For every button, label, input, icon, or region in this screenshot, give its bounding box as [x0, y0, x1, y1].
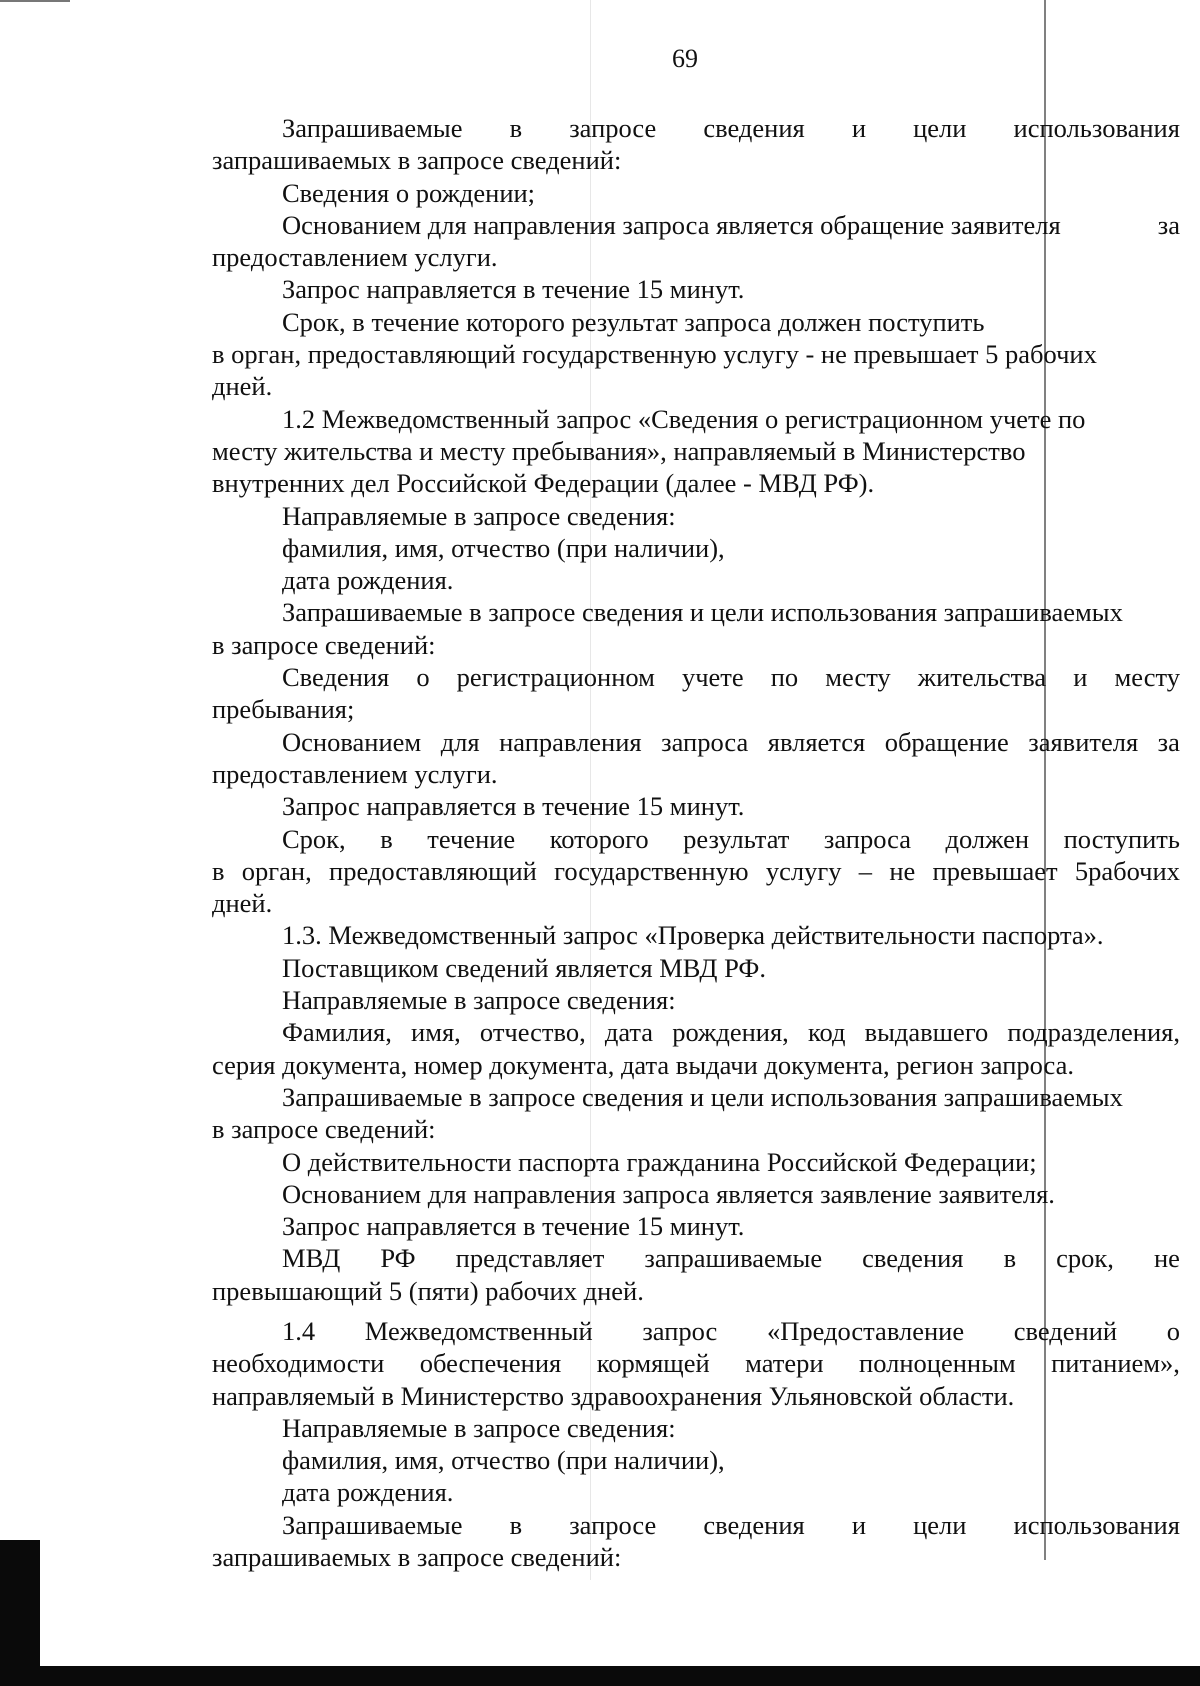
scan-edge-shadow-left [0, 1540, 40, 1686]
word: о [1166, 1315, 1180, 1346]
text-line: Поставщиком сведений является МВД РФ. [282, 952, 766, 983]
word: в [380, 823, 393, 854]
word: срок, [1056, 1243, 1114, 1274]
scan-corner-mark [0, 0, 70, 7]
word: и [851, 1509, 866, 1540]
text-line: дней. [212, 371, 273, 402]
word: заявителя [1028, 726, 1139, 757]
word: которого [549, 823, 649, 854]
word: в [509, 113, 523, 143]
word: для [440, 726, 480, 757]
word: использования [1013, 1509, 1180, 1540]
word: результат [683, 823, 790, 854]
word: полноценным [859, 1348, 1016, 1379]
text-line [212, 112, 1180, 144]
text-line: превышающий 5 (пяти) рабочих дней. [212, 1275, 644, 1306]
text-line [212, 1016, 1180, 1048]
word: подразделения, [1007, 1017, 1180, 1048]
text-line [212, 661, 1180, 693]
word: Сведения [282, 662, 390, 693]
word: обеспечения [419, 1348, 562, 1379]
text-line: месту жительства и месту пребывания», направляемый в Министерство [212, 435, 1026, 466]
text-line: дата рождения. [282, 1477, 454, 1508]
word: запросе [569, 113, 657, 143]
text-line: направляемый в Министерство здравоохранения Ульяновской области. [212, 1380, 1015, 1411]
text-line: предоставлением услуги. [212, 242, 498, 273]
word: отчество, [479, 1017, 586, 1048]
text-line: фамилия, имя, отчество (при наличии), [282, 1445, 725, 1476]
word: предоставляющий [329, 855, 537, 886]
word: поступить [1063, 823, 1180, 854]
word: код [807, 1017, 846, 1048]
word: дата [604, 1017, 654, 1048]
text-line: Основанием для направления запроса является заявление заявителя. [282, 1178, 1055, 1209]
word: и [851, 113, 866, 143]
word: месту [825, 662, 891, 693]
word: матери [745, 1348, 824, 1379]
word: сведения [703, 113, 805, 143]
word: направления [499, 726, 642, 757]
text-line [212, 823, 1180, 855]
word: регистрационном [456, 662, 655, 693]
text-line: запрашиваемых в запросе сведений: [212, 145, 622, 176]
word: должен [945, 823, 1030, 854]
text-line: Запрашиваемые в запросе сведения и цели использования запрашиваемых [282, 1081, 1123, 1112]
word: превышает [932, 855, 1058, 886]
word: услугу [765, 855, 842, 886]
word: в [509, 1509, 523, 1540]
text-line: 1.2 Межведомственный запрос «Сведения о регистрационном учете по [282, 403, 1086, 434]
word: Фамилия, [282, 1017, 392, 1048]
word: Основанием [282, 726, 422, 757]
text-line: в орган, предоставляющий государственную услугу - не превышает 5 рабочих [212, 339, 1097, 370]
word: необходимости [212, 1348, 385, 1379]
text-line: предоставлением услуги. [212, 758, 498, 789]
word: жительства [917, 662, 1047, 693]
word: 1.4 [282, 1315, 316, 1346]
word: является [767, 726, 866, 757]
word: сведения [862, 1243, 964, 1274]
word: за [1157, 726, 1180, 757]
word: питанием», [1051, 1348, 1180, 1379]
text-line: Запрашиваемые в запросе сведения и цели использования запрашиваемых [282, 597, 1123, 628]
text-line [212, 1509, 1180, 1541]
word: сведения [703, 1509, 805, 1540]
word: запроса [823, 823, 911, 854]
text-line: О действительности паспорта гражданина Российской Федерации; [282, 1146, 1037, 1177]
word: запрос [642, 1315, 718, 1346]
word: орган, [241, 855, 312, 886]
word: МВД [282, 1243, 341, 1274]
text-line: дата рождения. [282, 565, 454, 596]
word: в [212, 855, 225, 886]
word: месту [1114, 662, 1180, 693]
word: Основанием для направления запроса является обращение заявителя [282, 209, 1061, 240]
word: не [1153, 1243, 1180, 1274]
scan-edge-shadow-bottom [0, 1666, 1200, 1686]
text-line [212, 855, 1180, 887]
paragraph-gap [212, 1307, 1180, 1315]
word: обращение [884, 726, 1009, 757]
word: сведений [1013, 1315, 1118, 1346]
document-body [212, 112, 1180, 1573]
word: Межведомственный [364, 1315, 593, 1346]
word: по [770, 662, 799, 693]
word: использования [1013, 113, 1180, 143]
word: выдавшего [864, 1017, 989, 1048]
word: Срок, [282, 823, 346, 854]
word: о [416, 662, 430, 693]
text-line: Запрос направляется в течение 15 минут. [282, 791, 745, 822]
text-line: фамилия, имя, отчество (при наличии), [282, 532, 725, 563]
text-line: Направляемые в запросе сведения: [282, 1412, 676, 1443]
word: запроса [661, 726, 749, 757]
text-line: внутренних дел Российской Федерации (далее - МВД РФ). [212, 468, 875, 499]
text-line: Срок, в течение которого результат запроса должен поступить [282, 306, 985, 337]
word: рождения, [672, 1017, 789, 1048]
page-number: 69 [672, 44, 698, 73]
word: и [1073, 662, 1088, 693]
text-line: Сведения о рождении; [282, 177, 536, 208]
word: не [889, 855, 916, 886]
word: цели [913, 1509, 967, 1540]
text-line [212, 209, 1180, 241]
word: за [1157, 209, 1180, 240]
text-line: Направляемые в запросе сведения: [282, 985, 676, 1016]
word: государственную [554, 855, 749, 886]
text-line: Направляемые в запросе сведения: [282, 500, 676, 531]
word: «Предоставление [766, 1315, 965, 1346]
word: Запрашиваемые [282, 113, 463, 143]
word: представляет [455, 1243, 605, 1274]
word: 5рабочих [1074, 855, 1180, 886]
word: течение [427, 823, 516, 854]
text-line: в запросе сведений: [212, 1114, 436, 1145]
text-line [212, 1315, 1180, 1347]
text-line [212, 1347, 1180, 1379]
text-line: Запрос направляется в течение 15 минут. [282, 1211, 745, 1242]
word: имя, [411, 1017, 461, 1048]
word: запрашиваемые [644, 1243, 823, 1274]
text-line: Запрос направляется в течение 15 минут. [282, 274, 745, 305]
word: РФ [380, 1243, 416, 1274]
text-line [212, 726, 1180, 758]
word: цели [913, 113, 967, 143]
word: Запрашиваемые [282, 1509, 463, 1540]
word: – [858, 855, 873, 886]
text-line: 1.3. Межведомственный запрос «Проверка действительности паспорта». [282, 920, 1104, 951]
text-line: пребывания; [212, 694, 355, 725]
text-line: в запросе сведений: [212, 629, 436, 660]
word: кормящей [596, 1348, 710, 1379]
text-line [212, 1242, 1180, 1274]
word: учете [681, 662, 744, 693]
word: запросе [569, 1509, 657, 1540]
text-line: дней. [212, 888, 273, 919]
text-line: запрашиваемых в запросе сведений: [212, 1542, 622, 1573]
text-line: серия документа, номер документа, дата выдачи документа, регион запроса. [212, 1049, 1075, 1080]
word: в [1003, 1243, 1017, 1274]
